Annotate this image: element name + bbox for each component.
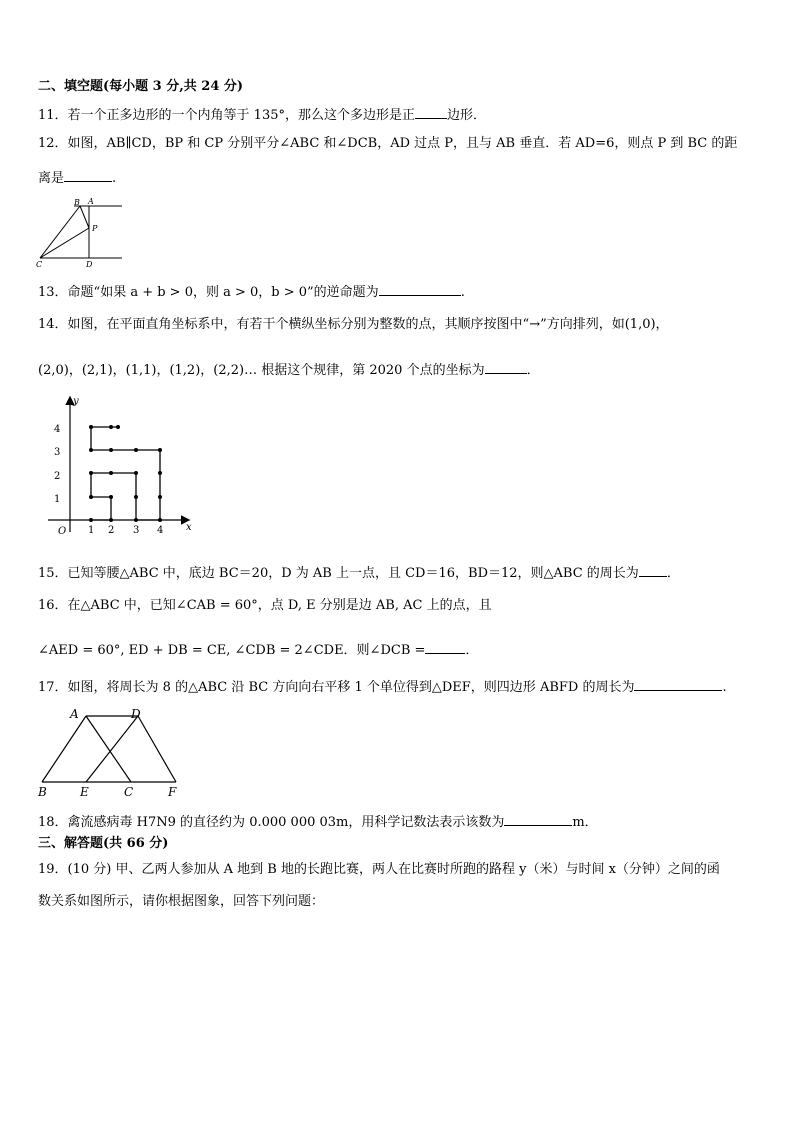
y-tick-4: 4 (54, 424, 61, 435)
fig17-label-c: C (124, 785, 134, 798)
q14-text: (2,0)，(2,1)，(1,1)，(1,2)，(2,2)… 根据这个规律，第 2020 个点的坐标为 (38, 363, 485, 378)
x-tick-1: 1 (88, 525, 95, 536)
fig17-label-b: B (38, 785, 47, 798)
q15-text-end: ． (666, 566, 680, 581)
question-11 (38, 104, 486, 125)
fig17-label-d: D (131, 707, 141, 721)
y-tick-2: 2 (54, 471, 61, 482)
question-12-line2 (38, 167, 116, 188)
q18-answer-blank[interactable] (504, 811, 572, 826)
question-19-line2: 数关系如图所示，请你根据图象，回答下列问题： (38, 894, 325, 909)
q14-answer-blank[interactable] (485, 359, 527, 374)
q16-text-end: ． (465, 643, 479, 658)
q13-text-end: . (460, 285, 465, 300)
question-12-line1: 12．如图，AB∥CD，BP 和 CP 分别平分∠ABC 和∠DCB，AD 过点 P，且与 AB 垂直．若 AD=6，则点 P 到 BC 的距 (38, 136, 738, 151)
q16-text: ∠AED = 60°, ED + DB = CE, ∠CDB = 2∠CDE．则∠DCB = (38, 643, 426, 658)
question-14-line2 (38, 359, 540, 380)
question-18 (38, 811, 598, 832)
q11-text-end: 边形． (447, 108, 487, 123)
q14-coordinate-figure (38, 392, 198, 538)
q12-answer-blank[interactable] (64, 167, 112, 182)
q12-text-end: . (112, 171, 117, 186)
y-axis-label: y (73, 396, 79, 407)
q17-figure (34, 704, 184, 798)
y-tick-1: 1 (54, 494, 61, 505)
q11-answer-blank[interactable] (415, 104, 447, 119)
q17-text-end: . (722, 680, 727, 695)
question-19-line1: 19．(10 分) 甲、乙两人参加从 A 地到 B 地的长跑比赛，两人在比赛时所跑的路程 y（米）与时间 x（分钟）之间的函 (38, 862, 720, 877)
q18-text: 18．禽流感病毒 H7N9 的直径约为 0.000 000 03m，用科学记数法表示该数为 (38, 815, 505, 830)
section-title-fill-in: 二、填空题(每小题 3 分,共 24 分) (38, 79, 244, 94)
question-16-line1: 16．在△ABC 中，已知∠CAB = 60°，点 D, E 分别是边 AB, AC 上的点，且 (38, 598, 492, 613)
fig12-label-a: A (88, 197, 94, 206)
fig17-label-a: A (70, 707, 79, 721)
question-16-line2 (38, 639, 478, 660)
x-tick-2: 2 (108, 525, 115, 536)
fig17-label-f: F (168, 785, 177, 798)
q15-answer-blank[interactable] (639, 562, 667, 577)
q15-text: 15．已知等腰△ABC 中，底边 BC＝20，D 为 AB 上一点，且 CD＝16，BD＝12，则△ABC 的周长为 (38, 566, 639, 581)
fig12-label-p: P (92, 224, 98, 233)
fig12-label-d: D (86, 260, 93, 268)
fig12-label-b: B (74, 198, 80, 207)
q17-answer-blank[interactable] (634, 676, 722, 691)
question-15 (38, 562, 680, 583)
origin-label: O (58, 526, 67, 537)
q14-text-end: ． (526, 363, 540, 378)
q16-answer-blank[interactable] (425, 639, 465, 654)
y-tick-3: 3 (54, 447, 61, 458)
x-tick-3: 3 (133, 525, 140, 536)
q17-text: 17．如图，将周长为 8 的△ABC 沿 BC 方向向右平移 1 个单位得到△DEF，则四边形 ABFD 的周长为 (38, 680, 635, 695)
q12-figure (34, 196, 124, 268)
q12-text: 离是 (38, 171, 65, 186)
fig17-label-e: E (80, 785, 89, 798)
question-14-line1: 14．如图，在平面直角坐标系中，有若干个横纵坐标分别为整数的点，其顺序按图中“→”方向排列，如(1,0)， (38, 317, 669, 332)
q13-text: 13．命题“如果 a + b > 0，则 a > 0，b > 0”的逆命题为 (38, 285, 379, 300)
question-17 (38, 676, 727, 697)
x-tick-4: 4 (157, 525, 164, 536)
question-13 (38, 281, 465, 302)
q13-answer-blank[interactable] (379, 281, 461, 296)
q11-text: 11．若一个正多边形的一个内角等于 135°，那么这个多边形是正 (38, 108, 415, 123)
x-axis-label: x (186, 522, 192, 533)
section-title-answer: 三、解答题(共 66 分) (38, 836, 169, 851)
fig12-label-c: C (36, 260, 43, 268)
q18-text-end: m． (572, 815, 598, 830)
